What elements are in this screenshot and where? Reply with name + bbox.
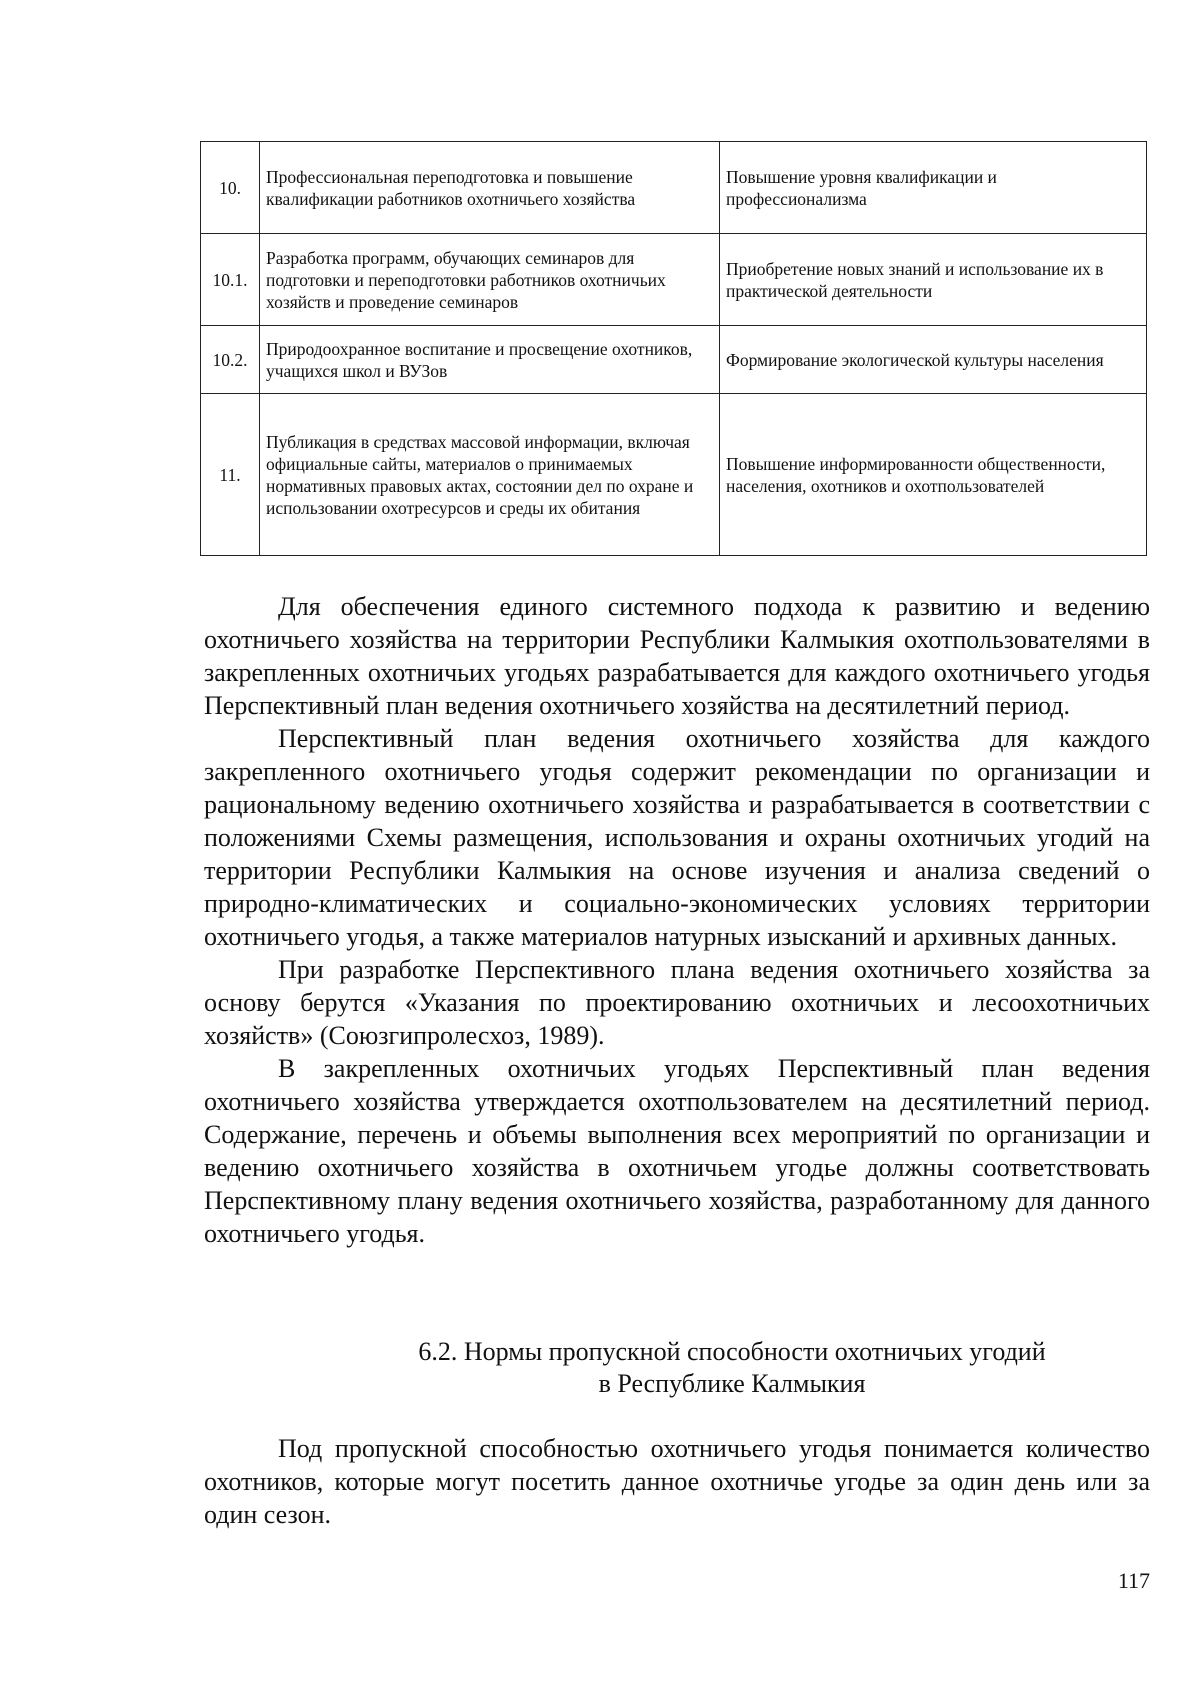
measures-table [200, 141, 1147, 556]
result-cell: Формирование экологической культуры населения [720, 326, 1147, 394]
table-row [201, 142, 1147, 234]
paragraph: Для обеспечения единого системного подхода к развитию и ведению охотничьего хозяйства на территории Республики Калмыкия охотпользователями в закрепленных охотничьих угодьях разрабатывается для каждого охотничьего угодья Перспективный план ведения охотничьего хозяйства на десятилетний период. [204, 592, 1150, 720]
page-number: 117 [1117, 1568, 1150, 1593]
paragraph: При разработке Перспективного плана ведения охотничьего хозяйства за основу берутся «Указания по проектированию охотничьих и лесоохотничьих хозяйств» (Союзгипролесхоз, 1989). [204, 955, 1150, 1050]
section-title-line: 6.2. Нормы пропускной способности охотничьих угодий [418, 1337, 1046, 1366]
row-number: 10.2. [201, 326, 260, 394]
result-cell: Повышение уровня квалификации и профессионализма [720, 142, 1147, 234]
result-cell: Приобретение новых знаний и использование их в практической деятельности [720, 234, 1147, 326]
paragraph: В закрепленных охотничьих угодьях Перспективный план ведения охотничьего хозяйства утверждается охотпользователем на десятилетний период. Содержание, перечень и объемы выполнения всех мероприятий по организации и ведению охотничьего хозяйства в охотничьем угодье должны соответствовать Перспективному плану ведения охотничьего хозяйства, разработанному для данного охотничьего угодья. [204, 1054, 1150, 1248]
body-text [204, 590, 1150, 1250]
closing-text [204, 1432, 1150, 1531]
paragraph: Перспективный план ведения охотничьего хозяйства для каждого закрепленного охотничьего угодья содержит рекомендации по организации и рациональному ведению охотничьего хозяйства и разрабатывается в соответствии с положениями Схемы размещения, использования и охраны охотничьих угодий на территории Республики Калмыкия на основе изучения и анализа сведений о природно-климатических и социально-экономических условиях территории охотничьего угодья, а также материалов натурных изысканий и архивных данных. [204, 724, 1150, 951]
row-number: 10. [201, 142, 260, 234]
measure-cell: Природоохранное воспитание и просвещение охотников, учащихся школ и ВУЗов [260, 326, 720, 394]
section-title-line: в Республике Калмыкия [598, 1369, 866, 1398]
result-cell: Повышение информированности общественности, населения, охотников и охотпользователей [720, 394, 1147, 556]
measure-cell: Публикация в средствах массовой информации, включая официальные сайты, материалов о принимаемых нормативных правовых актах, состоянии дел по охране и использовании охотресурсов и среды их обитания [260, 394, 720, 556]
table-row [201, 326, 1147, 394]
table-row [201, 394, 1147, 556]
row-number: 11. [201, 394, 260, 556]
measure-cell: Разработка программ, обучающих семинаров для подготовки и переподготовки работников охотничьих хозяйств и проведение семинаров [260, 234, 720, 326]
paragraph: Под пропускной способностью охотничьего угодья понимается количество охотников, которые могут посетить данное охотничье угодье за один день или за один сезон. [204, 1434, 1150, 1529]
section-heading [204, 1336, 1150, 1400]
row-number: 10.1. [201, 234, 260, 326]
table-row [201, 234, 1147, 326]
measure-cell: Профессиональная переподготовка и повышение квалификации работников охотничьего хозяйства [260, 142, 720, 234]
